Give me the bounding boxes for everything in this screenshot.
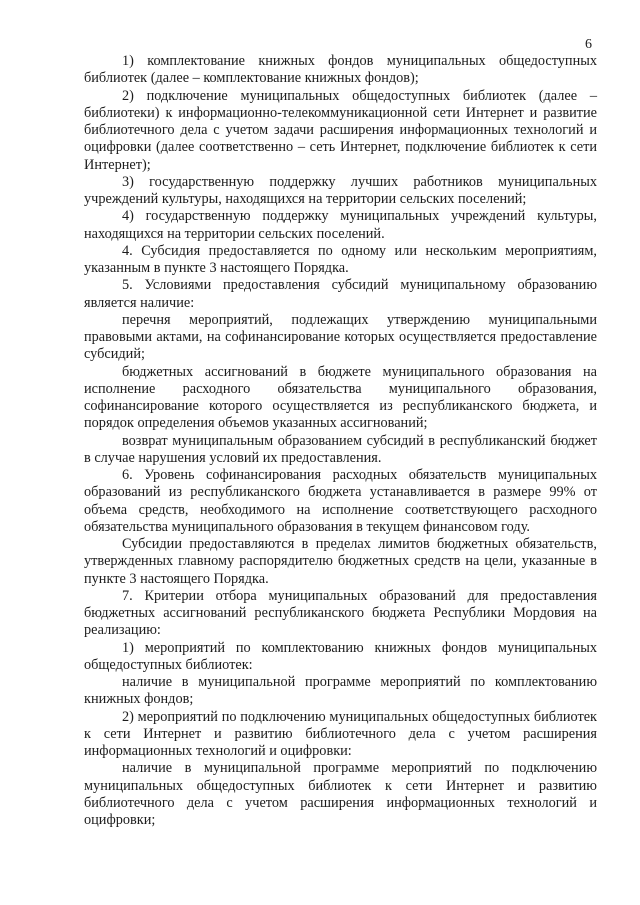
paragraph: перечня мероприятий, подлежащих утверждению муниципальными правовыми актами, на софинансирование которых осуществляется предоставление субсидий; bbox=[84, 311, 597, 363]
paragraph: 2) подключение муниципальных общедоступных библиотек (далее – библиотеки) к информационно-телекоммуникационной сети Интернет и развитие библиотечного дела с учетом задачи расширения информационных технологий и оцифровки (далее соответственно – сеть Интернет, подключение библиотек к сети Интернет); bbox=[84, 87, 597, 173]
paragraph: бюджетных ассигнований в бюджете муниципального образования на исполнение расходного обязательства муниципального образования, софинансирование которого осуществляется из республиканского бюджета, и порядок определения объемов указанных ассигнований; bbox=[84, 363, 597, 432]
paragraph: 1) комплектование книжных фондов муниципальных общедоступных библиотек (далее – комплектование книжных фондов); bbox=[84, 53, 597, 87]
paragraph: наличие в муниципальной программе мероприятий по комплектованию книжных фондов; bbox=[84, 674, 597, 708]
paragraph: возврат муниципальным образованием субсидий в республиканский бюджет в случае нарушения условий их предоставления. bbox=[84, 432, 597, 466]
paragraph: 1) мероприятий по комплектованию книжных фондов муниципальных общедоступных библиотек: bbox=[84, 639, 597, 673]
paragraph: 4. Субсидия предоставляется по одному или нескольким мероприятиям, указанным в пункте 3 настоящего Порядка. bbox=[84, 242, 597, 276]
document-body bbox=[84, 53, 597, 829]
paragraph: 6. Уровень софинансирования расходных обязательств муниципальных образований из республиканского бюджета устанавливается в размере 99% от объема средств, необходимого на исполнение соответствующего расходного обязательства муниципального образования в текущем финансовом году. bbox=[84, 467, 597, 535]
paragraph: Субсидии предоставляются в пределах лимитов бюджетных обязательств, утвержденных главному распорядителю бюджетных средств на цели, указанные в пункте 3 настоящего Порядка. bbox=[84, 536, 597, 587]
paragraph: 3) государственную поддержку лучших работников муниципальных учреждений культуры, находящихся на территории сельских поселений; bbox=[84, 173, 597, 207]
paragraph: 5. Условиями предоставления субсидий муниципальному образованию является наличие: bbox=[84, 277, 597, 311]
paragraph: 4) государственную поддержку муниципальных учреждений культуры, находящихся на территории сельских поселений. bbox=[84, 208, 597, 242]
paragraph: 7. Критерии отбора муниципальных образований для предоставления бюджетных ассигнований республиканского бюджета Республики Мордовия на реализацию: bbox=[84, 587, 597, 639]
page-number: 6 bbox=[585, 37, 592, 52]
paragraph: наличие в муниципальной программе мероприятий по подключению муниципальных общедоступных библиотек к сети Интернет и развитию библиотечного дела с учетом расширения информационных технологий и оцифровки; bbox=[84, 760, 597, 828]
paragraph: 2) мероприятий по подключению муниципальных общедоступных библиотек к сети Интернет и развитию библиотечного дела с учетом расширения информационных технологий и оцифровки: bbox=[84, 708, 597, 759]
